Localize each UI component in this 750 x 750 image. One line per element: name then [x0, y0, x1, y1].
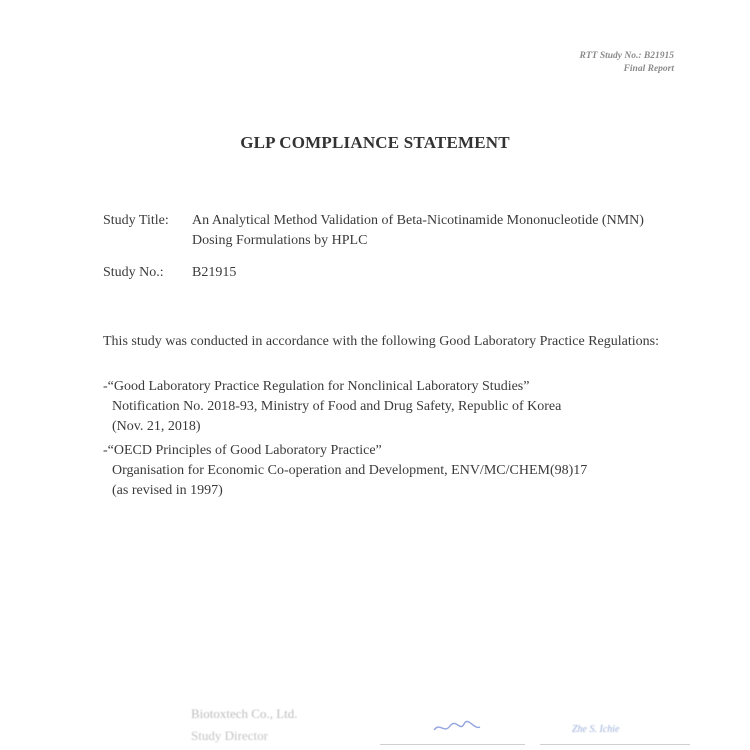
regulation-detail: Organisation for Economic Co-operation and Development, ENV/MC/CHEM(98)17 — [112, 463, 588, 478]
regulation-date: (as revised in 1997) — [112, 483, 223, 498]
study-title-line-2: Dosing Formulations by HPLC — [192, 233, 368, 248]
signature-role: Study Director — [191, 728, 268, 743]
study-title-line-1: An Analytical Method Validation of Beta-Nicotinamide Mononucleotide (NMN) — [192, 213, 644, 228]
header-reference — [580, 50, 674, 76]
study-reference: RTT Study No.: B21915 — [579, 51, 674, 61]
study-title-value — [192, 211, 692, 251]
date-line — [540, 744, 690, 745]
report-type: Final Report — [623, 64, 674, 74]
study-title-label: Study Title: — [103, 213, 169, 228]
regulation-date: (Nov. 21, 2018) — [112, 419, 201, 434]
signature-name-stamp: Zhe S. Ichie — [572, 724, 620, 735]
study-number-value: B21915 — [192, 265, 237, 280]
regulation-detail: Notification No. 2018-93, Ministry of Food and Drug Safety, Republic of Korea — [112, 399, 562, 414]
signature-line — [380, 744, 525, 745]
regulation-title: -“Good Laboratory Practice Regulation for Nonclinical Laboratory Studies” — [103, 379, 530, 394]
regulation-item — [103, 377, 693, 437]
compliance-statement: This study was conducted in accordance with the following Good Laboratory Practice Regulations: — [103, 334, 659, 349]
signature-scribble-icon — [432, 718, 482, 736]
regulation-title: -“OECD Principles of Good Laboratory Practice” — [103, 443, 382, 458]
regulation-item — [103, 441, 693, 501]
study-number-label: Study No.: — [103, 265, 164, 280]
page-title: GLP COMPLIANCE STATEMENT — [240, 133, 510, 152]
signature-company: Biotoxtech Co., Ltd. — [191, 706, 298, 721]
